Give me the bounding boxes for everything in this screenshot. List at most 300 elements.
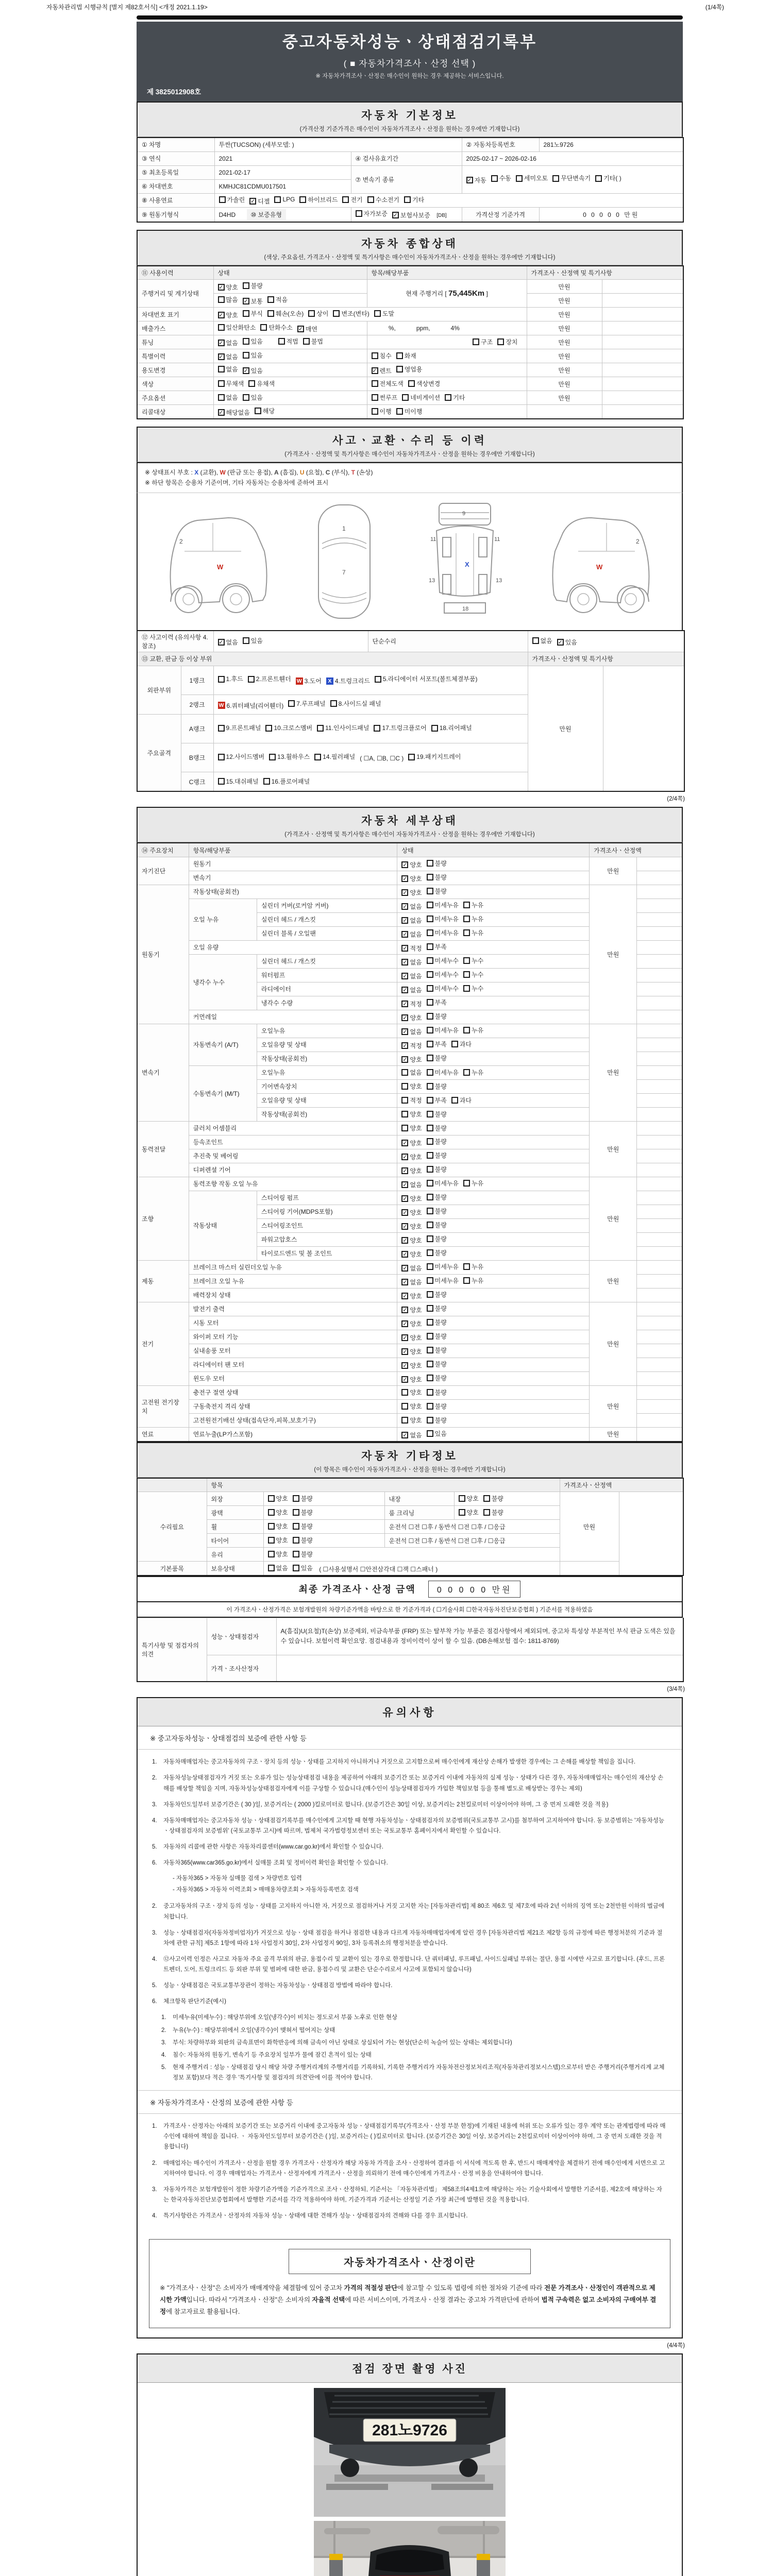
checkbox-option[interactable] <box>243 297 263 306</box>
panel-item[interactable] <box>408 751 461 763</box>
checkbox-checked-icon[interactable]: ✓ <box>402 1209 408 1216</box>
checkbox-option[interactable] <box>401 874 422 883</box>
checkbox-icon[interactable] <box>218 676 225 683</box>
checkbox-icon[interactable] <box>427 1417 433 1423</box>
checkbox-option[interactable] <box>483 1494 503 1503</box>
checkbox-option[interactable] <box>491 172 511 184</box>
panel-item[interactable] <box>218 722 261 734</box>
checkbox-icon[interactable] <box>243 282 249 289</box>
checkbox-icon[interactable] <box>427 1111 433 1117</box>
checkbox-option[interactable] <box>516 172 548 184</box>
checkbox-icon[interactable] <box>314 754 321 760</box>
checkbox-icon[interactable] <box>431 725 438 732</box>
checkbox-option[interactable] <box>463 1262 483 1271</box>
checkbox-option[interactable] <box>427 998 447 1007</box>
checkbox-option[interactable] <box>218 283 238 292</box>
checkbox-icon[interactable] <box>404 196 411 203</box>
checkbox-icon[interactable] <box>427 1333 433 1340</box>
checkbox-option[interactable] <box>401 1402 422 1411</box>
checkbox-icon[interactable] <box>303 338 310 345</box>
checkbox-icon[interactable] <box>427 1347 433 1353</box>
checkbox-option[interactable] <box>401 999 422 1008</box>
checkbox-checked-icon[interactable]: ✓ <box>402 959 408 965</box>
checkbox-checked-icon[interactable]: ✓ <box>402 1432 408 1438</box>
checkbox-checked-icon[interactable]: ✓ <box>402 1307 408 1313</box>
checkbox-icon[interactable] <box>293 1551 299 1557</box>
checkbox-icon[interactable] <box>293 1523 299 1530</box>
checkbox-option[interactable] <box>427 1346 447 1354</box>
checkbox-option[interactable] <box>260 323 292 332</box>
checkbox-icon[interactable] <box>408 380 415 387</box>
checkbox-option[interactable] <box>463 956 483 965</box>
checkbox-option[interactable] <box>401 1292 422 1300</box>
checkbox-icon[interactable] <box>427 971 433 978</box>
checkbox-option[interactable] <box>218 379 244 388</box>
checkbox-option[interactable] <box>401 1278 422 1286</box>
checkbox-option[interactable] <box>463 1276 483 1285</box>
panel-item[interactable] <box>218 751 265 763</box>
checkbox-option[interactable] <box>401 860 422 869</box>
checkbox-option[interactable] <box>293 1550 313 1558</box>
checkbox-option[interactable] <box>427 942 447 951</box>
checkbox-checked-icon[interactable]: ✓ <box>402 1167 408 1174</box>
panel-item[interactable] <box>218 701 284 710</box>
checkbox-option[interactable] <box>333 309 369 318</box>
checkbox-icon[interactable] <box>427 916 433 922</box>
checkbox-option[interactable] <box>218 338 238 347</box>
checkbox-icon[interactable] <box>308 310 315 317</box>
panel-item[interactable] <box>374 722 426 734</box>
checkbox-icon[interactable] <box>367 196 374 203</box>
checkbox-option[interactable] <box>401 1416 422 1425</box>
checkbox-icon[interactable] <box>278 338 285 345</box>
checkbox-icon[interactable] <box>427 874 433 880</box>
checkbox-icon[interactable] <box>408 754 415 760</box>
checkbox-icon[interactable] <box>401 1417 408 1423</box>
checkbox-option[interactable] <box>459 1508 479 1517</box>
checkbox-option[interactable] <box>463 1026 483 1035</box>
checkbox-icon[interactable] <box>293 1495 299 1502</box>
checkbox-checked-icon[interactable]: ✓ <box>219 312 224 318</box>
checkbox-checked-icon[interactable]: ✓ <box>402 1237 408 1244</box>
checkbox-option[interactable] <box>372 351 392 360</box>
checkbox-checked-icon[interactable]: ✓ <box>393 212 398 218</box>
checkbox-option[interactable] <box>401 1194 422 1203</box>
checkbox-checked-icon[interactable]: ✓ <box>402 861 408 868</box>
checkbox-checked-icon[interactable]: ✓ <box>402 1223 408 1230</box>
checkbox-icon[interactable] <box>372 380 378 387</box>
checkbox-option[interactable] <box>463 1068 483 1077</box>
checkbox-option[interactable] <box>396 407 423 416</box>
checkbox-option[interactable] <box>427 956 459 965</box>
checkbox-checked-icon[interactable]: ✓ <box>558 639 563 646</box>
checkbox-icon[interactable] <box>463 902 470 908</box>
checkbox-icon[interactable] <box>372 352 378 359</box>
checkbox-option[interactable] <box>401 1319 422 1328</box>
checkbox-option[interactable] <box>427 859 447 868</box>
checkbox-icon[interactable] <box>427 929 433 936</box>
checkbox-option[interactable] <box>218 323 256 332</box>
checkbox-option[interactable] <box>401 1222 422 1231</box>
checkbox-option[interactable] <box>401 1096 422 1105</box>
checkbox-icon[interactable] <box>268 1565 275 1571</box>
checkbox-icon[interactable] <box>427 1097 433 1104</box>
checkbox-option[interactable] <box>243 281 263 290</box>
checkbox-icon[interactable] <box>427 1013 433 1020</box>
checkbox-icon[interactable] <box>317 725 324 732</box>
checkbox-option[interactable] <box>552 172 591 184</box>
checkbox-icon[interactable] <box>451 1097 458 1104</box>
checkbox-icon[interactable] <box>219 196 226 203</box>
checkbox-option[interactable] <box>218 408 250 417</box>
checkbox-option[interactable] <box>451 1040 472 1048</box>
checkbox-checked-icon[interactable]: ✓ <box>402 1154 408 1160</box>
checkbox-option[interactable] <box>401 1068 422 1077</box>
checkbox-checked-icon[interactable]: ✓ <box>402 889 408 896</box>
checkbox-option[interactable] <box>427 928 459 937</box>
checkbox-icon[interactable] <box>401 1403 408 1410</box>
checkbox-checked-icon[interactable]: ✓ <box>402 1028 408 1035</box>
checkbox-checked-icon[interactable]: ✓ <box>402 1042 408 1049</box>
checkbox-icon[interactable] <box>401 1083 408 1090</box>
checkbox-icon[interactable] <box>263 778 270 785</box>
checkbox-icon[interactable] <box>218 366 225 372</box>
checkbox-option[interactable] <box>427 1012 447 1021</box>
checkbox-checked-icon[interactable]: ✓ <box>402 1181 408 1188</box>
checkbox-option[interactable] <box>396 365 423 374</box>
panel-item[interactable] <box>218 777 259 786</box>
checkbox-option[interactable] <box>367 195 399 204</box>
checkbox-icon[interactable] <box>218 324 225 331</box>
checkbox-option[interactable] <box>402 393 440 402</box>
checkbox-option[interactable] <box>427 1054 447 1062</box>
checkbox-option[interactable] <box>427 1179 459 1188</box>
checkbox-option[interactable] <box>427 1248 447 1257</box>
checkbox-icon[interactable] <box>463 1277 470 1284</box>
checkbox-option[interactable] <box>401 1124 422 1132</box>
checkbox-checked-icon[interactable]: ✓ <box>372 368 377 374</box>
checkbox-icon[interactable] <box>451 1041 458 1047</box>
checkbox-option[interactable] <box>401 1333 422 1342</box>
checkbox-icon[interactable] <box>427 999 433 1006</box>
checkbox-option[interactable] <box>219 195 245 204</box>
checkbox-option[interactable] <box>463 928 483 937</box>
checkbox-checked-icon[interactable]: ✓ <box>402 987 408 993</box>
checkbox-option[interactable] <box>218 638 238 647</box>
checkbox-option[interactable] <box>401 1306 422 1314</box>
checkbox-checked-icon[interactable]: ✓ <box>219 639 224 646</box>
checkbox-option[interactable] <box>427 984 459 993</box>
checkbox-icon[interactable] <box>427 1138 433 1145</box>
checkbox-option[interactable] <box>427 970 459 979</box>
checkbox-option[interactable] <box>293 1508 313 1517</box>
panel-item[interactable] <box>330 699 381 708</box>
checkbox-option[interactable] <box>303 337 323 346</box>
checkbox-icon[interactable] <box>445 394 451 401</box>
checkbox-checked-icon[interactable]: ✓ <box>402 1320 408 1327</box>
checkbox-icon[interactable] <box>463 1027 470 1033</box>
checkbox-icon[interactable] <box>552 175 559 182</box>
checkbox-option[interactable] <box>255 406 275 415</box>
checkbox-option[interactable] <box>248 379 275 388</box>
panel-item[interactable] <box>314 751 355 763</box>
checkbox-icon[interactable] <box>427 1208 433 1214</box>
checkbox-checked-icon[interactable]: ✓ <box>219 410 224 416</box>
checkbox-option[interactable] <box>427 1374 447 1382</box>
checkbox-option[interactable] <box>372 379 404 388</box>
checkbox-option[interactable] <box>401 1250 422 1259</box>
checkbox-option[interactable] <box>401 972 422 980</box>
checkbox-option[interactable] <box>249 197 270 206</box>
checkbox-option[interactable] <box>401 1388 422 1397</box>
checkbox-icon[interactable] <box>497 338 504 345</box>
checkbox-option[interactable] <box>401 888 422 897</box>
checkbox-option[interactable] <box>401 1055 422 1064</box>
panel-item[interactable] <box>360 752 404 765</box>
checkbox-option[interactable] <box>293 1522 313 1531</box>
checkbox-option[interactable] <box>463 970 483 979</box>
checkbox-option[interactable] <box>401 1375 422 1384</box>
checkbox-icon[interactable] <box>267 296 274 303</box>
checkbox-icon[interactable] <box>243 310 249 317</box>
checkbox-icon[interactable] <box>401 1069 408 1076</box>
checkbox-option[interactable] <box>497 337 517 346</box>
checkbox-icon[interactable] <box>427 1430 433 1437</box>
checkbox-checked-icon[interactable]: ✓ <box>402 1376 408 1383</box>
checkbox-icon[interactable] <box>463 916 470 922</box>
checkbox-icon[interactable] <box>268 1509 275 1516</box>
checkbox-icon[interactable] <box>293 1537 299 1544</box>
checkbox-option[interactable] <box>427 901 459 909</box>
checkbox-checked-icon[interactable]: ✓ <box>402 1279 408 1285</box>
checkbox-checked-icon[interactable]: ✓ <box>402 1348 408 1355</box>
checkbox-icon[interactable] <box>248 380 255 387</box>
checkbox-icon[interactable] <box>218 754 225 760</box>
checkbox-icon[interactable] <box>396 408 403 415</box>
checkbox-option[interactable] <box>427 1040 447 1048</box>
checkbox-checked-icon[interactable]: ✓ <box>250 198 256 205</box>
checkbox-icon[interactable] <box>427 1166 433 1173</box>
panel-item[interactable] <box>269 751 310 763</box>
checkbox-icon[interactable] <box>372 408 378 415</box>
checkbox-icon[interactable] <box>401 1111 408 1117</box>
checkbox-icon[interactable] <box>342 196 349 203</box>
checkbox-checked-icon[interactable]: ✓ <box>402 945 408 952</box>
checkbox-option[interactable] <box>401 958 422 967</box>
checkbox-option[interactable] <box>308 309 328 318</box>
checkbox-option[interactable] <box>427 1262 459 1271</box>
checkbox-option[interactable] <box>401 1153 422 1161</box>
checkbox-option[interactable] <box>427 1402 447 1411</box>
checkbox-option[interactable] <box>427 1429 447 1438</box>
checkbox-checked-icon[interactable]: ✓ <box>298 326 303 332</box>
checkbox-option[interactable] <box>293 1564 313 1572</box>
checkbox-icon[interactable] <box>427 1319 433 1326</box>
checkbox-icon[interactable] <box>459 1495 465 1502</box>
checkbox-icon[interactable] <box>427 1403 433 1410</box>
checkbox-icon[interactable] <box>427 943 433 950</box>
checkbox-option[interactable] <box>427 873 447 882</box>
checkbox-icon[interactable] <box>427 1194 433 1200</box>
checkbox-option[interactable] <box>268 1550 288 1558</box>
checkbox-checked-icon[interactable]: ✓ <box>467 177 472 183</box>
checkbox-checked-icon[interactable]: ✓ <box>219 354 224 360</box>
checkbox-icon[interactable] <box>255 408 261 414</box>
checkbox-icon[interactable] <box>333 310 340 317</box>
checkbox-icon[interactable] <box>427 985 433 992</box>
checkbox-checked-icon[interactable]: ✓ <box>402 1195 408 1202</box>
checkbox-option[interactable] <box>401 1082 422 1091</box>
checkbox-option[interactable] <box>401 944 422 953</box>
panel-item[interactable] <box>248 673 291 685</box>
checkbox-option[interactable] <box>427 1318 447 1327</box>
checkbox-option[interactable] <box>473 337 493 346</box>
checkbox-option[interactable] <box>408 379 440 388</box>
checkbox-checked-icon[interactable]: ✓ <box>402 1014 408 1021</box>
checkbox-option[interactable] <box>401 1027 422 1036</box>
checkbox-option[interactable] <box>445 393 465 402</box>
checkbox-option[interactable] <box>401 1180 422 1189</box>
checkbox-option[interactable] <box>274 196 295 203</box>
checkbox-option[interactable] <box>218 393 238 402</box>
checkbox-option[interactable] <box>243 636 263 645</box>
checkbox-option[interactable] <box>427 1290 447 1299</box>
checkbox-checked-icon[interactable]: ✓ <box>402 875 408 882</box>
checkbox-icon[interactable] <box>299 196 306 203</box>
checkbox-icon[interactable] <box>396 366 403 372</box>
checkbox-icon[interactable] <box>427 1375 433 1381</box>
checkbox-icon[interactable] <box>293 1509 299 1516</box>
checkbox-option[interactable] <box>243 366 263 375</box>
checkbox-option[interactable] <box>297 325 317 333</box>
checkbox-option[interactable] <box>427 1082 447 1091</box>
checkbox-option[interactable] <box>463 914 483 923</box>
checkbox-icon[interactable] <box>427 1291 433 1298</box>
panel-item[interactable] <box>431 722 472 734</box>
checkbox-option[interactable] <box>278 337 298 346</box>
checkbox-icon[interactable] <box>463 1069 470 1076</box>
checkbox-icon[interactable] <box>427 1041 433 1047</box>
checkbox-option[interactable] <box>427 1332 447 1341</box>
checkbox-option[interactable] <box>463 1179 483 1188</box>
checkbox-icon[interactable] <box>374 310 381 317</box>
checkbox-icon[interactable] <box>274 196 281 203</box>
checkbox-icon[interactable] <box>268 1495 275 1502</box>
checkbox-option[interactable] <box>427 1151 447 1160</box>
checkbox-icon[interactable] <box>516 175 523 182</box>
checkbox-icon[interactable] <box>483 1509 490 1516</box>
checkbox-option[interactable] <box>293 1494 313 1503</box>
checkbox-option[interactable] <box>427 1360 447 1368</box>
checkbox-icon[interactable] <box>427 1055 433 1061</box>
checkbox-icon[interactable] <box>427 1152 433 1159</box>
checkbox-icon[interactable] <box>248 676 255 683</box>
checkbox-option[interactable] <box>401 1208 422 1217</box>
panel-item[interactable] <box>218 673 243 685</box>
checkbox-option[interactable] <box>466 174 486 187</box>
checkbox-icon[interactable] <box>427 1263 433 1270</box>
checkbox-icon[interactable] <box>374 725 380 732</box>
checkbox-icon[interactable] <box>218 394 225 401</box>
checkbox-option[interactable] <box>427 1068 459 1077</box>
checkbox-icon[interactable] <box>427 1180 433 1187</box>
checkbox-icon[interactable] <box>427 888 433 894</box>
checkbox-icon[interactable] <box>268 1537 275 1544</box>
checkbox-option[interactable] <box>427 1388 447 1397</box>
checkbox-icon[interactable] <box>427 1305 433 1312</box>
checkbox-option[interactable] <box>267 309 304 318</box>
panel-item[interactable] <box>375 673 478 685</box>
checkbox-option[interactable] <box>463 901 483 909</box>
checkbox-icon[interactable] <box>491 175 498 182</box>
checkbox-option[interactable] <box>342 195 362 204</box>
checkbox-option[interactable] <box>427 1110 447 1118</box>
checkbox-icon[interactable] <box>396 352 403 359</box>
checkbox-option[interactable] <box>427 1096 447 1105</box>
checkbox-option[interactable] <box>218 352 238 361</box>
checkbox-option[interactable] <box>268 1536 288 1545</box>
checkbox-checked-icon[interactable]: ✓ <box>402 1056 408 1063</box>
checkbox-option[interactable] <box>218 365 238 374</box>
checkbox-option[interactable] <box>427 1304 447 1313</box>
checkbox-option[interactable] <box>372 407 392 416</box>
checkbox-option[interactable] <box>401 916 422 925</box>
checkbox-option[interactable] <box>401 1264 422 1273</box>
checkbox-option[interactable] <box>427 1234 447 1243</box>
checkbox-icon[interactable] <box>401 1389 408 1396</box>
checkbox-icon[interactable] <box>375 676 381 683</box>
checkbox-option[interactable] <box>268 1494 288 1503</box>
checkbox-option[interactable] <box>299 195 338 204</box>
checkbox-checked-icon[interactable]: ✓ <box>243 298 248 304</box>
checkbox-checked-icon[interactable]: ✓ <box>402 1140 408 1146</box>
checkbox-icon[interactable] <box>218 725 225 732</box>
checkbox-checked-icon[interactable]: ✓ <box>402 1265 408 1272</box>
checkbox-option[interactable] <box>427 1137 447 1146</box>
checkbox-option[interactable] <box>218 311 238 319</box>
checkbox-icon[interactable] <box>427 1125 433 1131</box>
checkbox-option[interactable] <box>427 1276 459 1285</box>
checkbox-option[interactable] <box>459 1494 479 1503</box>
checkbox-icon[interactable] <box>401 1125 408 1131</box>
checkbox-icon[interactable] <box>427 1222 433 1228</box>
checkbox-option[interactable] <box>293 1536 313 1545</box>
checkbox-option[interactable] <box>401 1139 422 1147</box>
checkbox-option[interactable] <box>427 914 459 923</box>
checkbox-option[interactable] <box>451 1096 472 1105</box>
checkbox-option[interactable] <box>401 1110 422 1118</box>
checkbox-option[interactable] <box>401 1013 422 1022</box>
checkbox-option[interactable] <box>404 195 424 204</box>
checkbox-option[interactable] <box>396 351 416 360</box>
checkbox-option[interactable] <box>532 636 552 645</box>
checkbox-icon[interactable] <box>473 338 479 345</box>
checkbox-option[interactable] <box>427 887 447 895</box>
checkbox-option[interactable] <box>218 295 238 304</box>
checkbox-icon[interactable] <box>427 1083 433 1090</box>
checkbox-option[interactable] <box>401 930 422 939</box>
checkbox-icon[interactable] <box>463 1180 470 1187</box>
checkbox-icon[interactable] <box>427 1277 433 1284</box>
checkbox-icon[interactable] <box>401 1097 408 1104</box>
checkbox-option[interactable] <box>268 1508 288 1517</box>
checkbox-icon[interactable] <box>463 929 470 936</box>
checkbox-option[interactable] <box>356 209 388 218</box>
checkbox-checked-icon[interactable]: ✓ <box>402 973 408 979</box>
checkbox-option[interactable] <box>427 1207 447 1215</box>
checkbox-icon[interactable] <box>463 971 470 978</box>
checkbox-option[interactable] <box>243 393 263 402</box>
